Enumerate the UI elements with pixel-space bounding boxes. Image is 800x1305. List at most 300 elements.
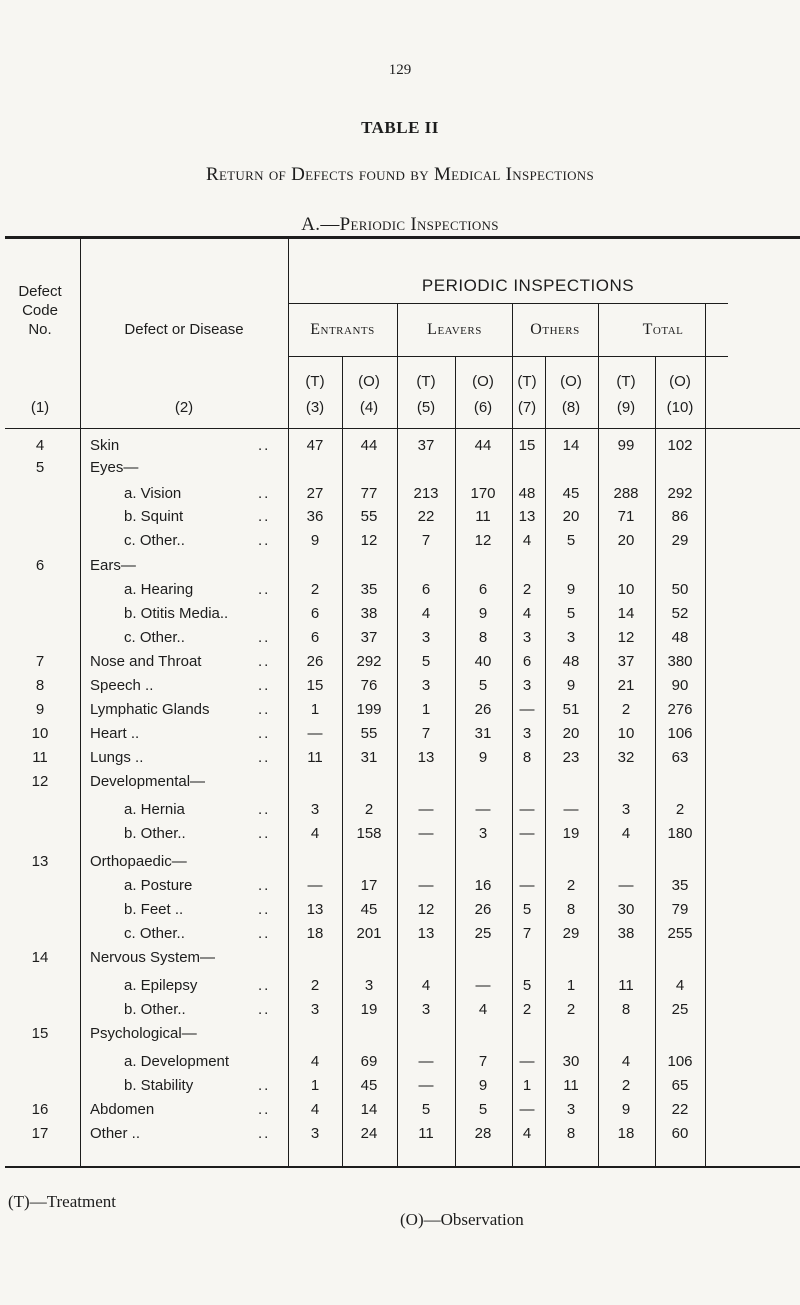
table-cell-value: — [418,801,434,818]
table-row [0,748,800,768]
defect-code: 4 [35,437,45,454]
group-header-leavers: Leavers [427,321,482,338]
table-cell-value: 1 [522,1077,532,1094]
table-cell-value: 17 [360,877,378,894]
table-cell-value: 288 [613,485,639,502]
table-cell-value: 28 [474,1125,492,1142]
defect-code: 8 [35,677,45,694]
defect-label: c. Other.. [124,532,185,549]
defect-label: c. Other.. [124,629,185,646]
table-row [0,484,800,504]
column-number: (6) [473,399,493,416]
table-cell-value: 3 [421,629,431,646]
table-row [0,772,800,792]
table-cell-value: 9 [310,532,320,549]
defect-label: b. Otitis Media.. [124,605,229,622]
table-cell-value: 31 [360,749,378,766]
table-cell-value: 11 [563,1077,579,1094]
defect-code: 14 [31,949,49,966]
table-cell-value: — [519,801,535,818]
column-number: (1) [30,399,50,416]
table-cell-value: — [475,801,491,818]
defect-or-disease-header: Defect or Disease [124,321,244,338]
table-cell-value: 44 [474,437,492,454]
table-cell-value: 38 [360,605,378,622]
table-row [0,531,800,551]
table-cell-value: 44 [360,437,378,454]
table-cell-value: 14 [360,1101,378,1118]
table-cell-value: 13 [417,925,435,942]
table-row [0,900,800,920]
table-cell-value: 292 [667,485,693,502]
defect-code: 7 [35,653,45,670]
table-cell-value: 158 [356,825,382,842]
table-cell-value: 26 [474,701,492,718]
table-cell-value: — [418,1077,434,1094]
table-cell-value: 69 [360,1053,378,1070]
table-row [0,1052,800,1072]
column-number: (4) [359,399,379,416]
table-row [0,458,800,478]
table-cell-value: 7 [421,532,431,549]
table-cell-value: 48 [518,485,536,502]
table-cell-value: 11 [618,977,634,994]
sub-header-o: (O) [358,373,380,390]
table-cell-value: 6 [421,581,431,598]
group-header-rule [288,356,728,357]
table-cell-value: 6 [478,581,488,598]
table-cell-value: 60 [671,1125,689,1142]
table-cell-value: 13 [417,749,435,766]
table-cell-value: 292 [356,653,382,670]
table-row [0,676,800,696]
table-cell-value: 3 [522,677,532,694]
table-cell-value: 29 [671,532,689,549]
table-cell-value: 3 [364,977,374,994]
table-cell-value: 15 [306,677,324,694]
defect-label: Nose and Throat [90,653,202,670]
table-cell-value: 4 [421,977,431,994]
section-title: A.—Periodic Inspections [301,214,499,235]
dot-leader: .. [258,629,271,646]
table-cell-value: 76 [360,677,378,694]
table-cell-value: 9 [478,605,488,622]
defect-code-header-line: Defect [18,283,62,300]
table-cell-value: 5 [478,1101,488,1118]
table-cell-value: 4 [522,532,532,549]
table-cell-value: 199 [356,701,382,718]
table-cell-value: 71 [617,508,635,525]
table-cell-value: 32 [617,749,635,766]
defect-label: Lymphatic Glands [90,701,210,718]
defect-code: 10 [31,725,49,742]
table-top-rule [5,236,800,239]
table-cell-value: 6 [310,605,320,622]
table-cell-value: 23 [562,749,580,766]
table-cell-value: 213 [413,485,439,502]
table-cell-value: — [418,877,434,894]
defect-label: c. Other.. [124,925,185,942]
table-row [0,507,800,527]
table-cell-value: 31 [474,725,492,742]
legend-observation: (O)—Observation [400,1210,524,1229]
dot-leader: .. [258,749,271,766]
table-cell-value: 4 [522,605,532,622]
defect-label: a. Hearing [124,581,194,598]
table-cell-value: 9 [478,749,488,766]
sub-header-o: (O) [669,373,691,390]
dot-leader: .. [258,1101,271,1118]
table-row [0,724,800,744]
table-row [0,948,800,968]
sub-header-t: (T) [616,373,636,390]
table-cell-value: 3 [522,725,532,742]
table-cell-value: 21 [617,677,635,694]
table-cell-value: 4 [310,1101,320,1118]
table-cell-value: — [563,801,579,818]
table-cell-value: — [418,825,434,842]
table-cell-value: 16 [474,877,492,894]
table-cell-value: 2 [621,1077,631,1094]
table-row [0,436,800,456]
table-cell-value: 36 [306,508,324,525]
table-cell-value: 2 [522,581,532,598]
dot-leader: .. [258,801,271,818]
table-cell-value: 65 [671,1077,689,1094]
table-cell-value: 5 [566,532,576,549]
table-cell-value: 1 [421,701,431,718]
table-cell-value: 52 [671,605,689,622]
defect-code-header [0,282,80,339]
table-cell-value: 1 [310,1077,320,1094]
table-cell-value: 9 [566,677,576,694]
table-cell-value: 50 [671,581,689,598]
table-row [0,1076,800,1096]
table-cell-value: 55 [360,725,378,742]
table-cell-value: 10 [617,581,635,598]
table-row [0,1024,800,1044]
defect-label: a. Development [124,1053,230,1070]
table-cell-value: 40 [474,653,492,670]
defect-label: Orthopaedic— [90,853,187,870]
table-cell-value: 13 [518,508,536,525]
table-cell-value: 4 [478,1001,488,1018]
table-cell-value: 180 [667,825,693,842]
table-cell-value: 2 [310,581,320,598]
table-row [0,580,800,600]
column-number: (10) [666,399,694,416]
table-cell-value: 26 [306,653,324,670]
table-cell-value: — [519,1101,535,1118]
table-row [0,800,800,820]
sub-header-t: (T) [517,373,537,390]
table-cell-value: 1 [566,977,576,994]
table-cell-value: 12 [474,532,492,549]
dot-leader: .. [258,977,271,994]
table-cell-value: — [519,825,535,842]
dot-leader: .. [258,1125,271,1142]
defect-label: a. Hernia [124,801,185,818]
defect-code: 12 [31,773,49,790]
table-cell-value: 30 [617,901,635,918]
table-cell-value: 7 [522,925,532,942]
defect-label: Speech .. [90,677,154,694]
defect-code: 13 [31,853,49,870]
table-cell-value: 106 [667,1053,693,1070]
table-cell-value: 20 [562,725,580,742]
table-row [0,1000,800,1020]
table-cell-value: 37 [417,437,435,454]
table-cell-value: — [618,877,634,894]
table-cell-value: 27 [306,485,324,502]
defect-code-header-line: No. [28,321,52,338]
table-cell-value: 3 [310,1001,320,1018]
defect-label: b. Other.. [124,825,186,842]
defect-code: 5 [35,459,45,476]
table-cell-value: 2 [675,801,685,818]
table-cell-value: 2 [522,1001,532,1018]
table-cell-value: 380 [667,653,693,670]
table-cell-value: — [307,877,323,894]
sub-header-o: (O) [560,373,582,390]
page-subtitle: Return of Defects found by Medical Inspections [205,164,595,185]
table-cell-value: 77 [360,485,378,502]
table-cell-value: 11 [307,749,323,766]
table-cell-value: 8 [566,1125,576,1142]
table-cell-value: 5 [522,901,532,918]
table-cell-value: 63 [671,749,689,766]
table-cell-value: 15 [518,437,536,454]
table-cell-value: 24 [360,1125,378,1142]
table-cell-value: 25 [671,1001,689,1018]
dot-leader: .. [258,877,271,894]
legend-treatment: (T)—Treatment [8,1192,116,1211]
table-cell-value: 12 [417,901,435,918]
table-cell-value: 3 [421,1001,431,1018]
table-cell-value: 7 [478,1053,488,1070]
defect-label: Nervous System— [90,949,216,966]
table-cell-value: 6 [310,629,320,646]
table-cell-value: 90 [671,677,689,694]
table-cell-value: 10 [617,725,635,742]
column-number: (9) [616,399,636,416]
table-cell-value: 30 [562,1053,580,1070]
table-cell-value: — [475,977,491,994]
dot-leader: .. [258,825,271,842]
table-cell-value: 45 [562,485,580,502]
table-cell-value: 14 [562,437,580,454]
defect-code: 6 [35,557,45,574]
defect-label: Eyes— [90,459,139,476]
group-header-others: Others [530,321,580,338]
defect-label: Abdomen [90,1101,155,1118]
table-cell-value: 37 [617,653,635,670]
dot-leader: .. [258,581,271,598]
table-cell-value: — [307,725,323,742]
defect-label: a. Vision [124,485,182,502]
table-cell-value: 4 [310,825,320,842]
table-row [0,824,800,844]
table-cell-value: 35 [671,877,689,894]
group-header-total: Total [642,321,684,338]
table-cell-value: 7 [421,725,431,742]
page-number: 129 [388,62,412,78]
table-cell-value: 8 [566,901,576,918]
table-cell-value: 106 [667,725,693,742]
table-cell-value: 48 [671,629,689,646]
table-cell-value: 4 [621,825,631,842]
table-row [0,628,800,648]
super-header-rule [288,303,728,304]
column-number: (3) [305,399,325,416]
table-cell-value: 18 [617,1125,635,1142]
defect-label: b. Other.. [124,1001,186,1018]
defect-label: Other .. [90,1125,141,1142]
defect-code: 17 [31,1125,49,1142]
column-number: (2) [174,399,194,416]
header-bottom-rule [5,428,800,429]
dot-leader: .. [258,725,271,742]
table-cell-value: 6 [522,653,532,670]
table-cell-value: 12 [360,532,378,549]
table-cell-value: 170 [470,485,496,502]
table-cell-value: 9 [621,1101,631,1118]
table-cell-value: 4 [421,605,431,622]
table-cell-value: 5 [421,1101,431,1118]
dot-leader: .. [258,925,271,942]
table-row [0,1100,800,1120]
table-row [0,876,800,896]
defect-code: 15 [31,1025,49,1042]
dot-leader: .. [258,653,271,670]
defect-label: Heart .. [90,725,140,742]
table-cell-value: 11 [418,1125,434,1142]
table-cell-value: 47 [306,437,324,454]
table-cell-value: 3 [566,629,576,646]
dot-leader: .. [258,532,271,549]
table-cell-value: 19 [562,825,580,842]
table-cell-value: 8 [621,1001,631,1018]
table-row [0,700,800,720]
table-cell-value: 4 [621,1053,631,1070]
table-row [0,604,800,624]
table-cell-value: 102 [667,437,693,454]
defect-code: 11 [32,749,48,766]
table-cell-value: 2 [364,801,374,818]
table-cell-value: 8 [522,749,532,766]
table-cell-value: — [519,877,535,894]
table-cell-value: 29 [562,925,580,942]
table-cell-value: 12 [617,629,635,646]
table-cell-value: 4 [675,977,685,994]
table-cell-value: 51 [562,701,580,718]
table-cell-value: 13 [306,901,324,918]
table-cell-value: 25 [474,925,492,942]
sub-header-t: (T) [416,373,436,390]
table-cell-value: 55 [360,508,378,525]
table-cell-value: 38 [617,925,635,942]
dot-leader: .. [258,701,271,718]
table-cell-value: 4 [310,1053,320,1070]
table-cell-value: 3 [522,629,532,646]
table-row [0,924,800,944]
table-cell-value: 2 [621,701,631,718]
table-cell-value: 20 [562,508,580,525]
table-cell-value: — [519,1053,535,1070]
defect-label: a. Posture [124,877,193,894]
column-number: (5) [416,399,436,416]
table-cell-value: 201 [356,925,382,942]
table-cell-value: 2 [310,977,320,994]
table-row [0,652,800,672]
table-cell-value: 2 [566,877,576,894]
table-cell-value: 5 [421,653,431,670]
dot-leader: .. [258,901,271,918]
table-cell-value: — [418,1053,434,1070]
table-cell-value: 37 [360,629,378,646]
table-cell-value: 19 [360,1001,378,1018]
table-cell-value: 3 [310,1125,320,1142]
table-cell-value: 3 [566,1101,576,1118]
table-cell-value: 18 [306,925,324,942]
defect-label: Lungs .. [90,749,144,766]
table-row [0,976,800,996]
table-cell-value: 8 [478,629,488,646]
table-row [0,852,800,872]
defect-label: Skin [90,437,120,454]
dot-leader: .. [258,508,271,525]
table-cell-value: 9 [478,1077,488,1094]
defect-label: b. Squint [124,508,184,525]
dot-leader: .. [258,1001,271,1018]
defect-label: b. Feet .. [124,901,184,918]
sub-header-o: (O) [472,373,494,390]
table-cell-value: 45 [360,901,378,918]
sub-header-t: (T) [305,373,325,390]
defect-label: Ears— [90,557,136,574]
table-cell-value: 26 [474,901,492,918]
table-cell-value: 5 [566,605,576,622]
table-cell-value: 1 [310,701,320,718]
table-cell-value: 5 [478,677,488,694]
table-title: TABLE II [361,118,439,137]
dot-leader: .. [258,485,271,502]
table-cell-value: 3 [310,801,320,818]
periodic-inspections-header: PERIODIC INSPECTIONS [421,276,635,295]
dot-leader: .. [258,677,271,694]
table-cell-value: 3 [421,677,431,694]
table-cell-value: 14 [617,605,635,622]
column-number: (8) [561,399,581,416]
table-cell-value: 2 [566,1001,576,1018]
table-cell-value: 5 [522,977,532,994]
table-cell-value: 45 [360,1077,378,1094]
table-cell-value: 11 [475,508,491,525]
table-cell-value: 276 [667,701,693,718]
table-cell-value: — [519,701,535,718]
defect-label: b. Stability [124,1077,194,1094]
table-cell-value: 3 [478,825,488,842]
defect-code: 9 [35,701,45,718]
table-cell-value: 22 [671,1101,689,1118]
table-cell-value: 22 [417,508,435,525]
table-cell-value: 79 [671,901,689,918]
table-row [0,1124,800,1144]
table-row [0,556,800,576]
dot-leader: .. [258,437,271,454]
column-number: (7) [517,399,537,416]
table-cell-value: 255 [667,925,693,942]
